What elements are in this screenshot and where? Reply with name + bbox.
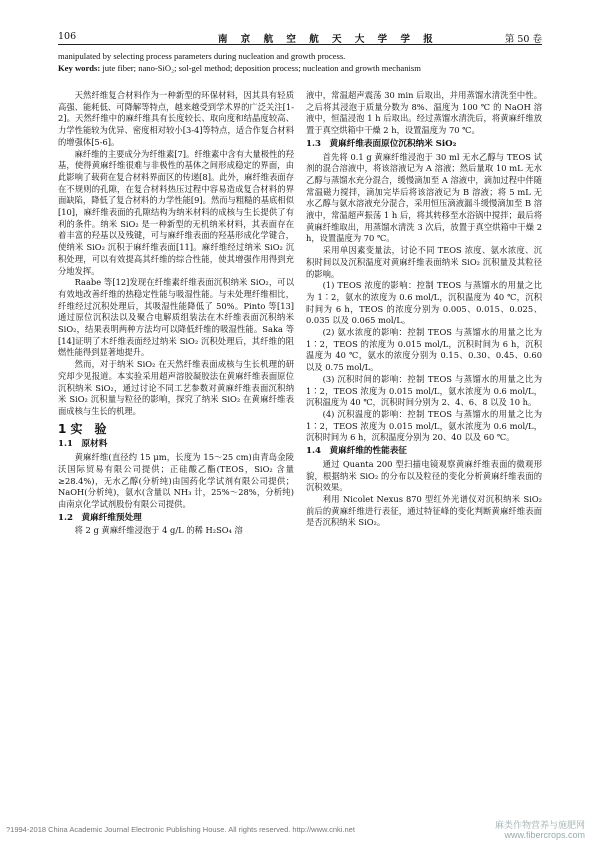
subsection-heading-pretreatment: 1.2 黄麻纤维预处理 xyxy=(58,512,142,523)
watermark xyxy=(495,820,585,840)
deposition-temperature-paragraph: (4) 沉积温度的影响：控制 TEOS 与蒸馏水的用量之比为 1∶2，TEOS 浓度为 0.015 mol/L，氨水浓度为 0.6 mol/L，沉积时间为 6 h，沉积温度分别为 20、40 以及 60 ℃。 xyxy=(306,408,542,443)
intro-paragraph-3: Raabe 等[12]发现在纤维素纤维表面沉积纳米 SiO₂，可以有效地改善纤维的热稳定性能与吸湿性能。与未处理纤维相比，纤维经过沉积处理后，其吸湿性能降低了 50%。Pinto 等[13]通过原位沉积法以及聚合电解质组装法在木纤维表面沉积纳米 SiO₂，结果表明两种方法均可以降低纤维的吸湿性能。Saka 等[14]证明了木纤维表面经过纳米 SiO₂ 沉积处理后，其纤维的阻燃性能得到显著地提升。 xyxy=(58,277,294,358)
teos-concentration-paragraph: (1) TEOS 浓度的影响：控制 TEOS 与蒸馏水的用量之比为 1∶2，氨水的浓度为 0.6 mol/L，沉积温度为 40 ℃，沉积时间为 6 h，TEOS 的浓度分别为 0.005、0.015、0.025、0.035 以及 0.065 mol/L。 xyxy=(306,280,542,326)
subsection-heading-materials: 1.1 原材料 xyxy=(58,439,108,450)
pretreatment-paragraph-end: 液中，常温超声震荡 30 min 后取出，并用蒸馏水清洗至中性。之后将其浸泡于质量分数为 8%、温度为 100 ℃ 的 NaOH 溶液中，恒温浸泡 1 h 后取出。经过蒸馏水清洗后，将黄麻纤维放置于真空烘箱中干燥 2 h，设置温度为 70 ℃。 xyxy=(306,90,542,136)
section-heading-experiment: 1 实 验 xyxy=(58,421,107,436)
materials-paragraph: 黄麻纤维(直径约 15 μm，长度为 15～25 cm)由青岛金陵沃国际贸易有限公司提供；正硅酸乙酯(TEOS，SiO₂ 含量≥28.4%)，无水乙醇(分析纯)由国药化学试剂有限公司提供；NaOH(分析纯)，氨水(含量以 NH₃ 计，25%～28%，分析纯)由南京化学试剂股份有限公司提供。 xyxy=(58,452,294,509)
watermark-cn: 麻类作物营养与施肥网 xyxy=(494,820,585,830)
keywords-label: Key words: xyxy=(58,63,101,73)
copyright-notice: ?1994-2018 China Academic Journal Electronic Publishing House. All rights reserved. http://www.cnki.net xyxy=(6,825,355,834)
intro-paragraph-4: 然而，对于纳米 SiO₂ 在天然纤维表面成核与生长机理的研究却少见报道。本实验采用超声溶胶凝胶法在黄麻纤维表面原位沉积纳米 SiO₂，通过讨论不同工艺参数对黄麻纤维表面沉积纳米 SiO₂ 沉积量与粒径的影响，探究了纳米 SiO₂ 在黄麻纤维表面成核与生长的机理。 xyxy=(58,359,294,416)
right-column xyxy=(306,90,542,529)
left-column xyxy=(58,90,294,537)
sem-paragraph: 通过 Quanta 200 型扫描电镜观察黄麻纤维表面的微观形貌，根据纳米 SiO₂ 的分布以及粒径的变化分析黄麻纤维表面的沉积效果。 xyxy=(306,458,542,493)
deposition-time-paragraph: (3) 沉积时间的影响：控制 TEOS 与蒸馏水的用量之比为 1∶2，TEOS 浓度为 0.015 mol/L，氨水浓度为 0.6 mol/L，沉积温度为 40 ℃，沉积时间分别为 2、4、6、8 以及 10 h。 xyxy=(306,373,542,408)
volume-label: 第 50 卷 xyxy=(504,34,542,45)
deposition-paragraph: 首先将 0.1 g 黄麻纤维浸泡于 30 ml 无水乙醇与 TEOS 试剂的混合溶液中，将该溶液记为 A 溶液；然后量取 10 mL 无水乙醇与蒸馏水充分混合，缓慢滴加至 A 溶液中，滴加过程中伴随常温磁力搅拌，滴加完毕后将该溶液记为 B 溶液；将 5 mL 无水乙醇与氨水溶液充分混合，采用恒压滴液漏斗缓慢滴加至 B 溶液中，常温超声振荡 1 h 后，将其转移至水浴锅中搅拌；最后将黄麻纤维取出，用蒸馏水清洗 3 次后，放置于真空烘箱中干燥 2 h，设置温度为 70 ℃。 xyxy=(306,151,542,244)
subsection-heading-deposition: 1.3 黄麻纤维表面原位沉积纳米 SiO₂ xyxy=(306,138,457,149)
pretreatment-paragraph-start: 将 2 g 黄麻纤维浸泡于 4 g/L 的稀 H₂SO₄ 溶 xyxy=(74,525,243,536)
subsection-heading-characterization: 1.4 黄麻纤维的性能表征 xyxy=(306,446,407,457)
ftir-paragraph: 利用 Nicolet Nexus 870 型红外光谱仪对沉积纳米 SiO₂ 前后的黄麻纤维进行表征，通过特征峰的变化判断黄麻纤维表面是否沉积纳米 SiO₂。 xyxy=(306,493,542,528)
page-footer xyxy=(0,820,595,842)
page-number: 106 xyxy=(58,31,77,42)
keywords-line xyxy=(58,62,542,74)
ammonia-concentration-paragraph: (2) 氨水浓度的影响：控制 TEOS 与蒸馏水的用量之比为 1∶2，TEOS 的浓度为 0.015 mol/L，沉积时间为 6 h，沉积温度为 40 ℃，氨水的浓度分别为 0.15、0.30、0.45、0.60 以及 0.75 mol/L。 xyxy=(306,327,542,373)
keywords-text: jute fiber; nano-SiO₂; sol-gel method; deposition process; nucleation and growth mechanism xyxy=(102,63,421,73)
journal-title: 南 京 航 空 航 天 大 学 学 报 xyxy=(218,34,438,45)
english-abstract xyxy=(58,50,542,74)
intro-paragraph-2: 麻纤维的主要成分为纤维素[7]。纤维素中含有大量极性的羟基，使得黄麻纤维很难与非极性的基体之间形成稳定的界面，由此影响了载荷在复合材料界面区的传递[8]。此外，麻纤维表面存在不规则的孔隙，在复合材料热压过程中容易造成复合材料的界面缺陷，降低了复合材料的力学性能[9]。然而与粗糙的基底相似[10]，麻纤维表面的孔隙结构为纳米材料的成核与生长提供了有利的条件。纳米 SiO₂ 是一种新型的无机纳米材料，其表面存在着丰富的羟基以及残键，可与麻纤维表面的羟基形成化学键合，使纳米 SiO₂ 沉积于麻纤维表面[11]。麻纤维经过纳米 SiO₂ 沉积处理，可以有效提高其纤维的综合性能，使其增强作用得到充分地发挥。 xyxy=(58,148,294,276)
watermark-url: www.fibercrops.com xyxy=(504,830,585,840)
intro-paragraph-1: 天然纤维复合材料作为一种新型的环保材料，因其具有轻质高强、能耗低、可降解等特点，越来越受到学术界的广泛关注[1-2]。天然纤维中的麻纤维具有长度较长、取向度和结晶度较高、力学性能较为优异、密度相对较小[3-4]等特点，适合作复合材料的增强体[5-6]。 xyxy=(58,90,294,147)
running-header xyxy=(58,28,542,45)
abstract-tail: manipulated by selecting process parameters during nucleation and growth process. xyxy=(58,51,346,61)
method-paragraph: 采用单因素变量法，讨论不同 TEOS 浓度、氨水浓度、沉积时间以及沉积温度对黄麻纤维表面纳米 SiO₂ 沉积量及其粒径的影响。 xyxy=(306,245,542,279)
